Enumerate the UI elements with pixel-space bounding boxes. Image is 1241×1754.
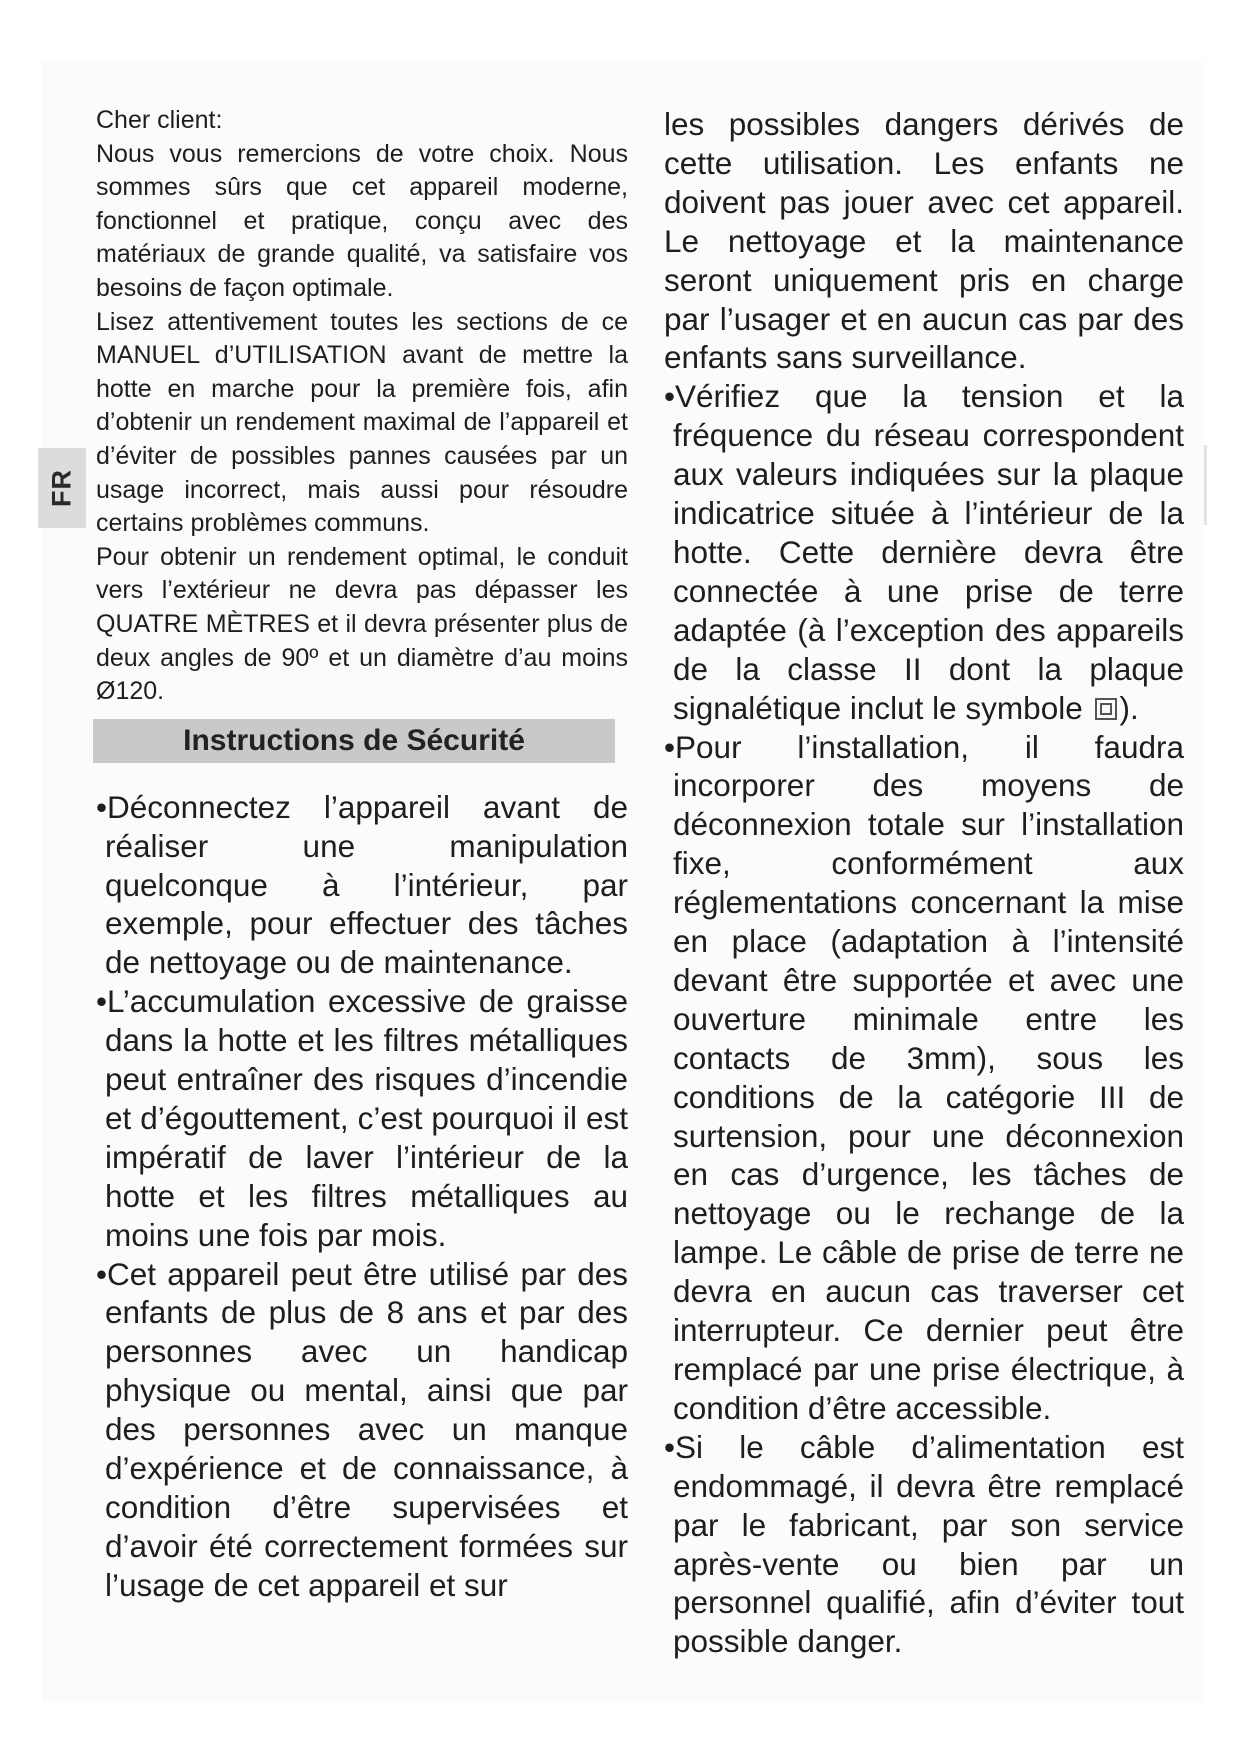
safety-list-left [96, 788, 628, 1605]
page-edge-mark [1204, 445, 1207, 525]
class-ii-symbol-icon [1095, 698, 1117, 720]
safety-item-continuation: les possibles dangers dérivés de cette utilisation. Les enfants ne doivent pas jouer avec cet appareil. Le nettoyage et la maintenance seront uniquement pris en charge par l’usager et en aucun cas par des enfants sans surveillance. [664, 106, 1184, 376]
safety-item: •Cet appareil peut être utilisé par des enfants de plus de 8 ans et par des personnes avec un handicap physique ou mental, ainsi que par des personnes avec un manque d’expérience et de connaissance, à condition d’être supervisées et d’avoir été correctement formées sur l’usage de cet appareil et sur [96, 1255, 628, 1603]
intro-text [96, 104, 628, 709]
safety-list-right [664, 377, 1184, 1661]
section-title: Instructions de Sécurité [93, 719, 615, 763]
right-column [664, 105, 1184, 1661]
intro-paragraph-3: Pour obtenir un rendement optimal, le conduit vers l’extérieur ne devra pas dépasser les QUATRE MÈTRES et il devra présenter plus de deux angles de 90º et un diamètre d’au moins Ø120. [96, 542, 628, 706]
safety-item: •Si le câble d’alimentation est endommagé, il devra être remplacé par le fabricant, par son service après-vente ou bien par un personnel qualifié, afin d’éviter tout possible danger. [664, 1428, 1184, 1660]
safety-item-text-end: ). [1119, 689, 1139, 726]
left-column [96, 104, 628, 1605]
intro-paragraph-1: Nous vous remercions de votre choix. Nous sommes sûrs que cet appareil moderne, fonctionnel et pratique, conçu avec des matériaux de grande qualité, va satisfaire vos besoins de façon optimale. [96, 139, 628, 302]
language-tab-label: FR [46, 469, 77, 507]
safety-item: •L’accumulation excessive de graisse dans la hotte et les filtres métalliques peut entraîner des risques d’incendie et d’égouttement, c’est pourquoi il est impératif de laver l’intérieur de la hotte et les filtres métalliques au moins une fois par mois. [96, 983, 628, 1253]
intro-paragraph-2: Lisez attentivement toutes les sections de ce MANUEL d’UTILISATION avant de mettre la hotte en marche pour la première fois, afin d’obtenir un rendement maximal de l’appareil et d’éviter de possibles pannes causées par un usage incorrect, mais aussi pour résoudre certains problèmes communs. [96, 307, 628, 538]
greeting: Cher client: [96, 106, 223, 134]
safety-item: •Pour l’installation, il faudra incorporer des moyens de déconnexion totale sur l’installation fixe, conformément aux réglementations concernant la mise en place (adaptation à l’intensité devant être supportée et avec une ouverture minimale entre les contacts de 3mm), sous les conditions de la catégorie III de surtension, pour une déconnexion en cas d’urgence, les tâches de nettoyage ou le rechange de la lampe. Le câble de prise de terre ne devra en aucun cas traverser cet interrupteur. Ce dernier peut être remplacé par une prise électrique, à condition d’être accessible. [664, 728, 1184, 1426]
safety-item [664, 377, 1184, 727]
safety-item-text: •Vérifiez que la tension et la fréquence du réseau correspondent aux valeurs indiquées sur la plaque indicatrice située à l’intérieur de la hotte. Cette dernière devra être connectée à une prise de terre adaptée (à l’exception des appareils de la classe II dont la plaque signalétique inclut le symbole [664, 378, 1184, 726]
safety-item: •Déconnectez l’appareil avant de réaliser une manipulation quelconque à l’intérieur, par exemple, pour effectuer des tâches de nettoyage ou de maintenance. [96, 788, 628, 981]
language-tab [38, 448, 86, 528]
